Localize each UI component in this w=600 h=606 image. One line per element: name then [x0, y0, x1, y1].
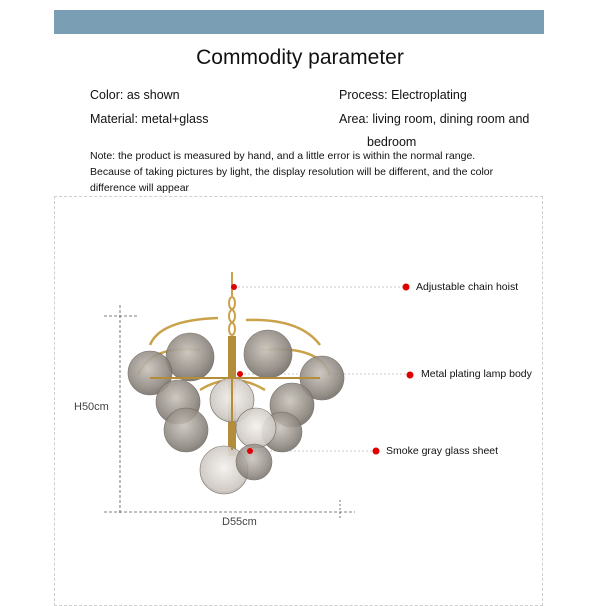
marker-body	[237, 371, 243, 377]
note-line-2: Because of taking pictures by light, the display resolution will be different, and the color	[90, 166, 494, 178]
marker-body-label	[407, 372, 414, 379]
param-color: Color: as shown	[90, 88, 180, 102]
callout-glass-sheet: Smoke gray glass sheet	[386, 445, 499, 457]
param-area: Area: living room, dining room and	[339, 112, 530, 126]
callout-lamp-body: Metal plating lamp body	[421, 368, 532, 380]
marker-chain-label	[403, 284, 410, 291]
marker-glass	[247, 448, 253, 454]
param-process: Process: Electroplating	[339, 88, 467, 102]
param-material: Material: metal+glass	[90, 112, 209, 126]
page-title: Commodity parameter	[196, 46, 404, 69]
height-dimension: H50cm	[74, 401, 109, 413]
marker-glass-label	[373, 448, 380, 455]
callout-chain-hoist: Adjustable chain hoist	[416, 281, 519, 293]
diameter-dimension: D55cm	[222, 516, 257, 528]
note-line-3: difference will appear	[90, 182, 190, 194]
note-line-1: Note: the product is measured by hand, and a little error is within the normal range.	[90, 150, 476, 162]
param-area-continued: bedroom	[367, 135, 417, 149]
marker-chain	[231, 284, 237, 290]
